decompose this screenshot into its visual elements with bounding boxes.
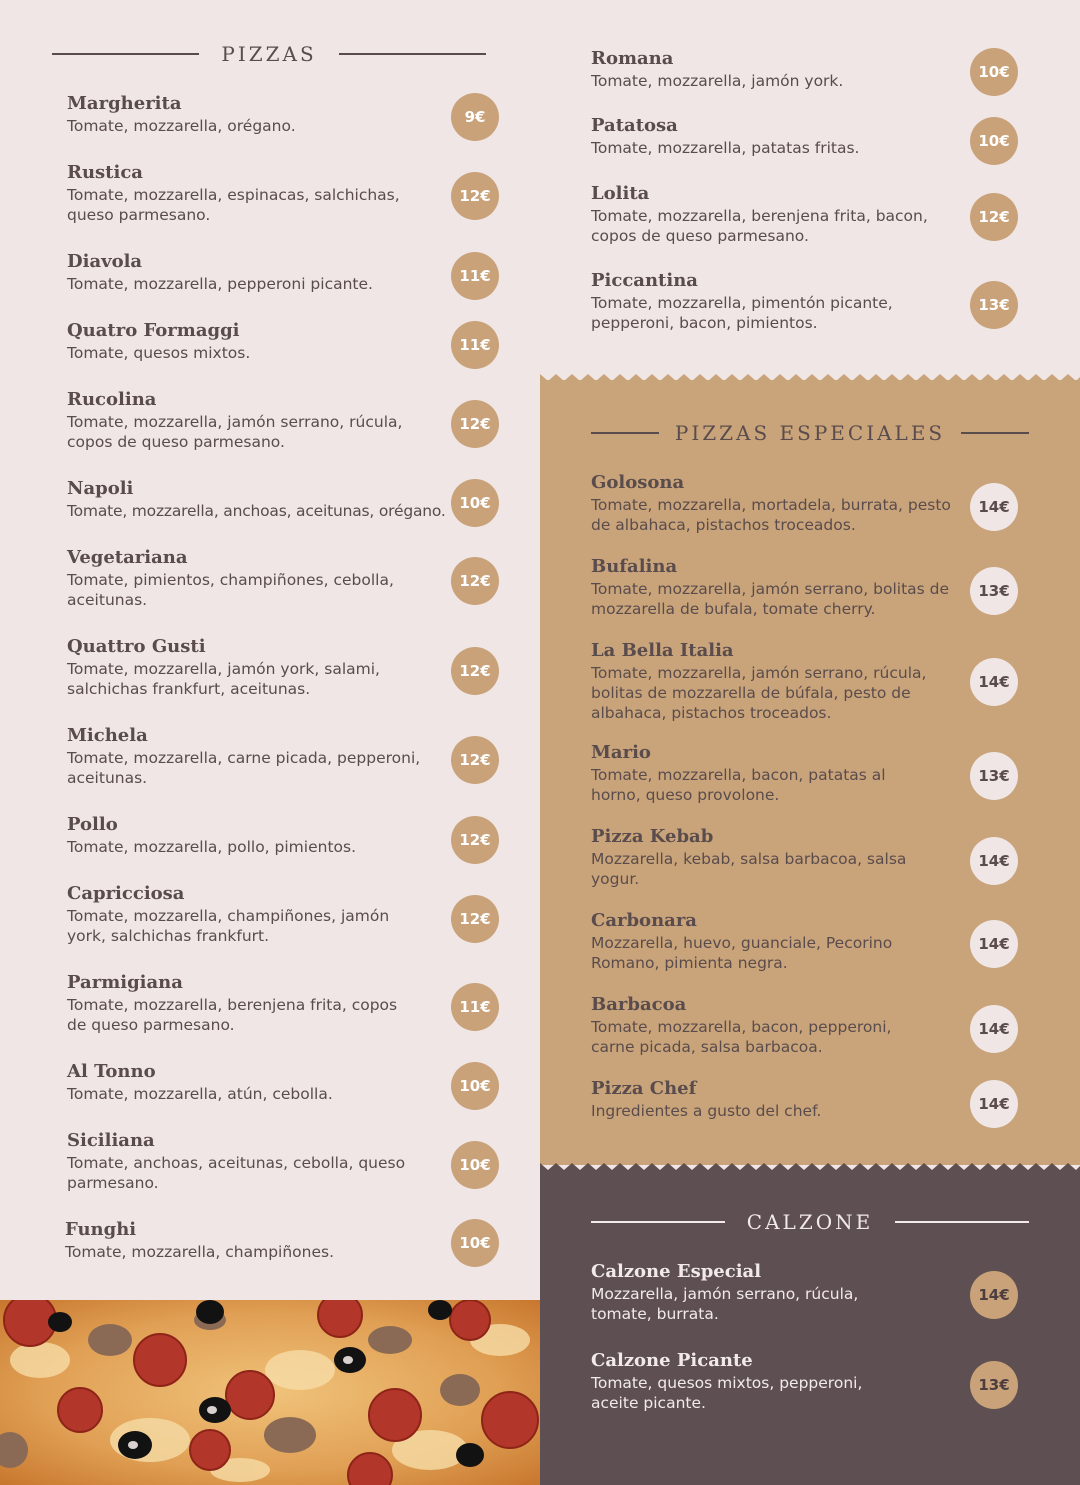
- divider: [52, 53, 199, 55]
- menu-item: [67, 1060, 447, 1104]
- price-badge: 14€: [970, 1005, 1018, 1053]
- item-name: Rustica: [67, 162, 143, 183]
- price-badge: 9€: [451, 93, 499, 141]
- item-name: Michela: [67, 725, 148, 746]
- calzone-header: [591, 1210, 1029, 1234]
- divider: [591, 1221, 725, 1223]
- menu-item: [67, 882, 427, 946]
- menu-item: [67, 971, 417, 1035]
- item-name: La Bella Italia: [591, 640, 734, 661]
- pizzas-header: [52, 42, 486, 66]
- menu-item: [591, 47, 961, 91]
- section-title: PIZZAS: [221, 42, 317, 66]
- item-description: Tomate, mozzarella, jamón serrano, rúcula, bolitas de mozzarella de búfala, pesto de albahaca, pistachos troceados.: [591, 664, 927, 722]
- menu-item: [67, 250, 447, 294]
- item-description: Tomate, mozzarella, pollo, pimientos.: [67, 838, 357, 856]
- menu-item: [591, 471, 951, 535]
- item-name: Calzone Especial: [591, 1261, 762, 1282]
- item-description: Tomate, quesos mixtos.: [67, 344, 251, 362]
- divider: [591, 432, 659, 434]
- price-badge: 12€: [451, 557, 499, 605]
- price-badge: 14€: [970, 837, 1018, 885]
- menu-item: [67, 92, 447, 136]
- item-description: Tomate, mozzarella, berenjena frita, copos de queso parmesano.: [67, 996, 398, 1034]
- item-name: Pizza Kebab: [591, 826, 714, 847]
- divider: [339, 53, 486, 55]
- section-title: CALZONE: [746, 1210, 874, 1234]
- price-badge: 13€: [970, 567, 1018, 615]
- menu-item: [67, 813, 447, 857]
- item-description: Tomate, anchoas, aceitunas, cebolla, queso parmesano.: [67, 1154, 406, 1192]
- price-badge: 12€: [451, 647, 499, 695]
- item-description: Tomate, mozzarella, orégano.: [67, 117, 296, 135]
- item-name: Funghi: [65, 1219, 137, 1240]
- item-name: Capricciosa: [67, 883, 185, 904]
- price-badge: 11€: [451, 321, 499, 369]
- item-name: Diavola: [67, 251, 143, 272]
- item-name: Patatosa: [591, 115, 678, 136]
- item-description: Tomate, mozzarella, anchoas, aceitunas, orégano.: [67, 502, 446, 520]
- item-name: Lolita: [591, 183, 650, 204]
- item-description: Tomate, mozzarella, champiñones, jamón york, salchichas frankfurt.: [67, 907, 390, 945]
- item-description: Tomate, mozzarella, jamón serrano, rúcula, copos de queso parmesano.: [67, 413, 403, 451]
- price-badge: 12€: [970, 193, 1018, 241]
- item-name: Carbonara: [591, 910, 697, 931]
- price-badge: 14€: [970, 658, 1018, 706]
- item-description: Tomate, mozzarella, carne picada, pepperoni, aceitunas.: [67, 749, 421, 787]
- price-badge: 12€: [451, 895, 499, 943]
- item-description: Tomate, mozzarella, bacon, pepperoni, carne picada, salsa barbacoa.: [591, 1018, 892, 1056]
- price-badge: 11€: [451, 983, 499, 1031]
- item-description: Tomate, mozzarella, jamón york.: [591, 72, 844, 90]
- item-name: Pizza Chef: [591, 1078, 697, 1099]
- item-name: Napoli: [67, 478, 134, 499]
- menu-item: [591, 555, 956, 619]
- item-name: Siciliana: [67, 1130, 155, 1151]
- price-badge: 10€: [451, 1141, 499, 1189]
- price-badge: 10€: [451, 479, 499, 527]
- item-description: Tomate, mozzarella, mortadela, burrata, pesto de albahaca, pistachos troceados.: [591, 496, 951, 534]
- item-description: Tomate, pimientos, champiñones, cebolla, aceitunas.: [67, 571, 394, 609]
- item-description: Mozzarella, jamón serrano, rúcula, tomate, burrata.: [591, 1285, 859, 1323]
- pizza-photo: [0, 1300, 540, 1485]
- menu-item: [591, 114, 961, 158]
- menu-item: [591, 1077, 951, 1121]
- price-badge: 13€: [970, 752, 1018, 800]
- menu-item: [591, 269, 951, 333]
- item-description: Mozzarella, huevo, guanciale, Pecorino Romano, pimienta negra.: [591, 934, 893, 972]
- menu-item: [591, 1349, 911, 1413]
- especiales-header: [591, 421, 1029, 445]
- item-name: Barbacoa: [591, 994, 687, 1015]
- item-name: Quatro Formaggi: [67, 320, 240, 341]
- menu-item: [67, 161, 437, 225]
- price-badge: 13€: [970, 1361, 1018, 1409]
- item-name: Al Tonno: [67, 1061, 156, 1082]
- menu-item: [67, 319, 447, 363]
- item-name: Pollo: [67, 814, 118, 835]
- item-name: Rucolina: [67, 389, 157, 410]
- menu-item: [65, 1218, 445, 1262]
- menu-item: [591, 825, 911, 889]
- item-description: Tomate, mozzarella, jamón york, salami, salchichas frankfurt, aceitunas.: [67, 660, 380, 698]
- price-badge: 12€: [451, 816, 499, 864]
- item-description: Mozzarella, kebab, salsa barbacoa, salsa yogur.: [591, 850, 907, 888]
- item-description: Tomate, mozzarella, berenjena frita, bacon, copos de queso parmesano.: [591, 207, 928, 245]
- item-name: Golosona: [591, 472, 685, 493]
- item-description: Tomate, mozzarella, pepperoni picante.: [67, 275, 373, 293]
- item-description: Ingredientes a gusto del chef.: [591, 1102, 822, 1120]
- price-badge: 12€: [451, 172, 499, 220]
- price-badge: 14€: [970, 1080, 1018, 1128]
- item-description: Tomate, mozzarella, champiñones.: [65, 1243, 335, 1261]
- item-name: Quattro Gusti: [67, 636, 206, 657]
- divider: [895, 1221, 1029, 1223]
- menu-item: [591, 639, 956, 723]
- section-title: PIZZAS ESPECIALES: [674, 421, 946, 445]
- item-description: Tomate, quesos mixtos, pepperoni, aceite picante.: [591, 1374, 863, 1412]
- menu-item: [67, 388, 437, 452]
- item-name: Romana: [591, 48, 674, 69]
- price-badge: 14€: [970, 483, 1018, 531]
- item-description: Tomate, mozzarella, patatas fritas.: [591, 139, 860, 157]
- item-name: Mario: [591, 742, 651, 763]
- price-badge: 10€: [451, 1062, 499, 1110]
- price-badge: 13€: [970, 281, 1018, 329]
- menu-item: [67, 724, 427, 788]
- price-badge: 11€: [451, 252, 499, 300]
- item-name: Vegetariana: [67, 547, 188, 568]
- price-badge: 12€: [451, 736, 499, 784]
- price-badge: 10€: [451, 1219, 499, 1267]
- item-name: Bufalina: [591, 556, 678, 577]
- divider: [961, 432, 1029, 434]
- price-badge: 12€: [451, 400, 499, 448]
- menu-item: [591, 1260, 911, 1324]
- pizza-image: [0, 1300, 540, 1485]
- menu-item: [67, 1129, 407, 1193]
- item-description: Tomate, mozzarella, espinacas, salchichas, queso parmesano.: [67, 186, 400, 224]
- item-name: Piccantina: [591, 270, 698, 291]
- item-description: Tomate, mozzarella, bacon, patatas al horno, queso provolone.: [591, 766, 886, 804]
- price-badge: 10€: [970, 117, 1018, 165]
- item-name: Parmigiana: [67, 972, 183, 993]
- menu-item: [591, 909, 931, 973]
- item-description: Tomate, mozzarella, pimentón picante, pepperoni, bacon, pimientos.: [591, 294, 893, 332]
- price-badge: 14€: [970, 920, 1018, 968]
- item-name: Calzone Picante: [591, 1350, 753, 1371]
- item-description: Tomate, mozzarella, jamón serrano, bolitas de mozzarella de bufala, tomate cherry.: [591, 580, 950, 618]
- menu-item: [67, 635, 427, 699]
- menu-item: [591, 741, 931, 805]
- item-name: Margherita: [67, 93, 182, 114]
- menu-item: [591, 993, 931, 1057]
- price-badge: 14€: [970, 1271, 1018, 1319]
- menu-item: [591, 182, 951, 246]
- price-badge: 10€: [970, 48, 1018, 96]
- menu-item: [67, 477, 447, 521]
- item-description: Tomate, mozzarella, atún, cebolla.: [67, 1085, 333, 1103]
- menu-item: [67, 546, 427, 610]
